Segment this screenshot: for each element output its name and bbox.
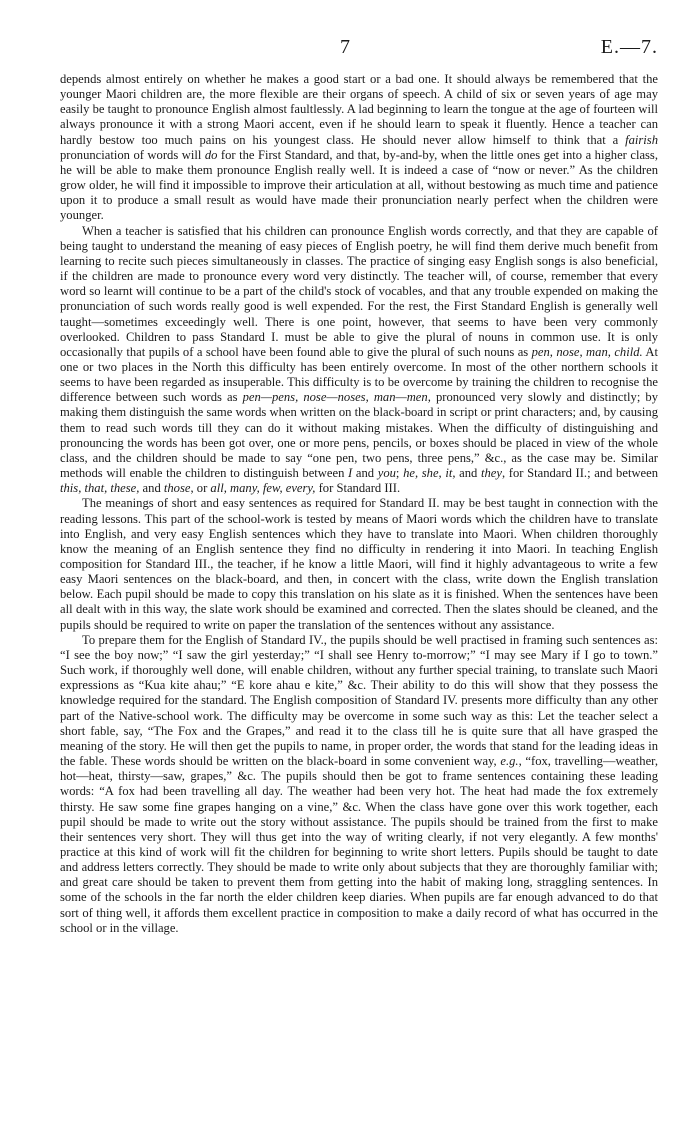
italic-text: pen—pens, nose—noses, man—men,	[242, 390, 431, 405]
italic-text: fairish	[625, 132, 658, 147]
paragraph	[60, 496, 658, 632]
paragraph	[60, 633, 658, 936]
italic-text: they	[481, 466, 502, 481]
text-run: depends almost entirely on whether he makes a good start or a bad one. It should always be remembered that the younger Maori children are, the more flexible are their organs of speech. A child of six or seven years of age may easily be taught to pronounce English almost faultlessly. A lad beginning to learn the tongue at the age of fourteen will always pronounce it with a strong Maori accent, even if he should learn to speak it fluently. Hence a teacher can hardly bestow too much pains on his youngest class. He should never allow himself to think that a	[60, 72, 658, 147]
page-header	[60, 28, 658, 72]
italic-text: do	[204, 147, 218, 162]
italic-text: all, many, few, every,	[210, 481, 316, 496]
italic-text: this, that, these,	[60, 481, 140, 496]
document-page	[60, 28, 658, 936]
document-reference: E.—7.	[600, 36, 658, 58]
text-run: , or	[190, 481, 211, 496]
text-run: , for Standard II.; and between	[501, 466, 659, 481]
paragraph	[60, 224, 658, 497]
page-number: 7	[340, 36, 350, 58]
text-run: ;	[395, 466, 404, 481]
text-run: The meanings of short and easy sentences as required for Standard II. may be best taught in connection with the reading lessons. This part of the school-work is tested by means of Maori words which the children have to translate into English, and very easy English sentences which they have to translate into Maori. When children thoroughly know the meaning of an English sentence they find no difficulty in rendering it into Maori. In teaching English composition for Standard III., the teacher, if he know a little Maori, will find it highly advantageous to write a few easy Maori sentences on the black-board, and then, in concert with the class, write down the English translation below. Each pupil should be made to copy this translation on his slate as it is finished. When the sentences have been all dealt with in this way, the slate work should be examined and corrected. Then the slates should be cleaned, and the pupils should be required to write on paper the translation of the sentences without any assistance.	[60, 496, 658, 632]
text-run: pronunciation of words will	[60, 147, 205, 162]
italic-text: he, she, it,	[403, 466, 456, 481]
text-run: and	[455, 466, 481, 481]
text-run: , “fox, travelling—weather, hot—heat, thirsty—saw, grapes,” &c. The pupils should then be got to frame sentences containing these leading words: “A fox had been travelling all day. The weather had been very hot. The heat had made the fox extremely thirsty. He saw some fine grapes hanging on a vine,” &c. When the class have gone over this work together, each pupil should be made to write out the story without assistance. The pupils should be trained from the first to make their sentences very short. They will thus get into the way of writing clearly, if not very elegantly. A few months' practice at this kind of work will fit the children for beginning to write short letters. Pupils should be taught to date and address letters correctly. They should be made to write only about subjects that they are thoroughly familiar with; and great care should be taken to prevent them from getting into the habit of making long, straggling sentences. In some of the schools in the far north the elder children keep diaries. When pupils are far enough advanced to do that sort of thing well, it affords them excellent practice in composition to make a daily record of what has occurred in the school or in the village.	[60, 754, 658, 935]
italic-text: those	[163, 481, 191, 496]
text-run: To prepare them for the English of Standard IV., the pupils should be well practised in framing such sentences as: “I see the boy now;” “I saw the girl yesterday;” “I shall see Henry to-morrow;” “I may see Mary if I go to town.” Such work, if thoroughly well done, will enable children, without any further special training, to translate such Maori expressions as “Kua kite ahau;” “E kore ahau e kite,” &c. Their ability to do this will show that they possess the knowledge required for the standard. The English composition of Standard IV. presents more difficulty than any other part of the Native-school work. The difficulty may be overcome in some such way as this: Let the teacher select a short fable, say, “The Fox and the Grapes,” and read it to the class till he is quite sure that all have grasped the meaning of the story. He will then get the pupils to name, in proper order, the words that stand for the leading ideas in the fable. These words should be written on the black-board in some convenient way,	[60, 632, 658, 769]
italic-text: pen, nose, man, child.	[531, 344, 643, 359]
text-run: When a teacher is satisfied that his children can pronounce English words correctly, and that they are capable of being taught to understand the meaning of easy pieces of English poetry, he will find them derive much benefit from learning to recite such pieces simultaneously in classes. The practice of singing easy English songs is also beneficial, if the children are made to pronounce every word very distinctly. The teacher will, of course, remember that every word so learnt will continue to be a part of the child's stock of vocables, and that any trouble expended on making the pronunciation of such words really good is well expended. For the rest, the First Standard English is generally well taught—sometimes exceedingly well. There is one point, however, that seems to have been very commonly overlooked. Children to pass Standard I. must be able to give the plural of nouns in common use. It is only occasionally that pupils of a school have been found able to give the plural of such nouns as	[60, 223, 658, 359]
body-text	[60, 72, 658, 936]
text-run: At one or two places in the North this difficulty has been entirely overcome. In most of the other northern schools it seems to have been regarded as insuperable. This difficulty is to be overcome by training the children to recognise the difference between such words as	[60, 344, 658, 405]
text-run: and	[139, 481, 164, 496]
italic-text: e.g.	[500, 754, 519, 769]
text-run: for the First Standard, and that, by-and-by, when the little ones get into a higher class, he will be able to make them pronounce English really well. It is indeed a case of “now or never.” As the children grow older, he will find it impossible to improve their articulation at all, without bestowing as much time and patience upon it to produce a small result as would have made their pronunciation nearly perfect when the children were younger.	[60, 147, 658, 223]
italic-text: I	[348, 466, 353, 481]
text-run: for Standard III.	[315, 481, 401, 496]
text-run: pronounced very slowly and distinctly; by making them distinguish the same words when written on the black-board in script or print characters; and, by causing them to read such words till they can do it without making mistakes. When the difficulty of distinguishing and pronouncing the words has been got over, one or more pens, pencils, or boxes should be placed in view of the whole class, and the children should be made to say “one pen, two pens, three pens,” &c., as the case may be. Similar methods will enable the children to distinguish between	[60, 390, 659, 481]
paragraph	[60, 72, 658, 224]
text-run: and	[352, 466, 378, 481]
italic-text: you	[377, 466, 396, 481]
